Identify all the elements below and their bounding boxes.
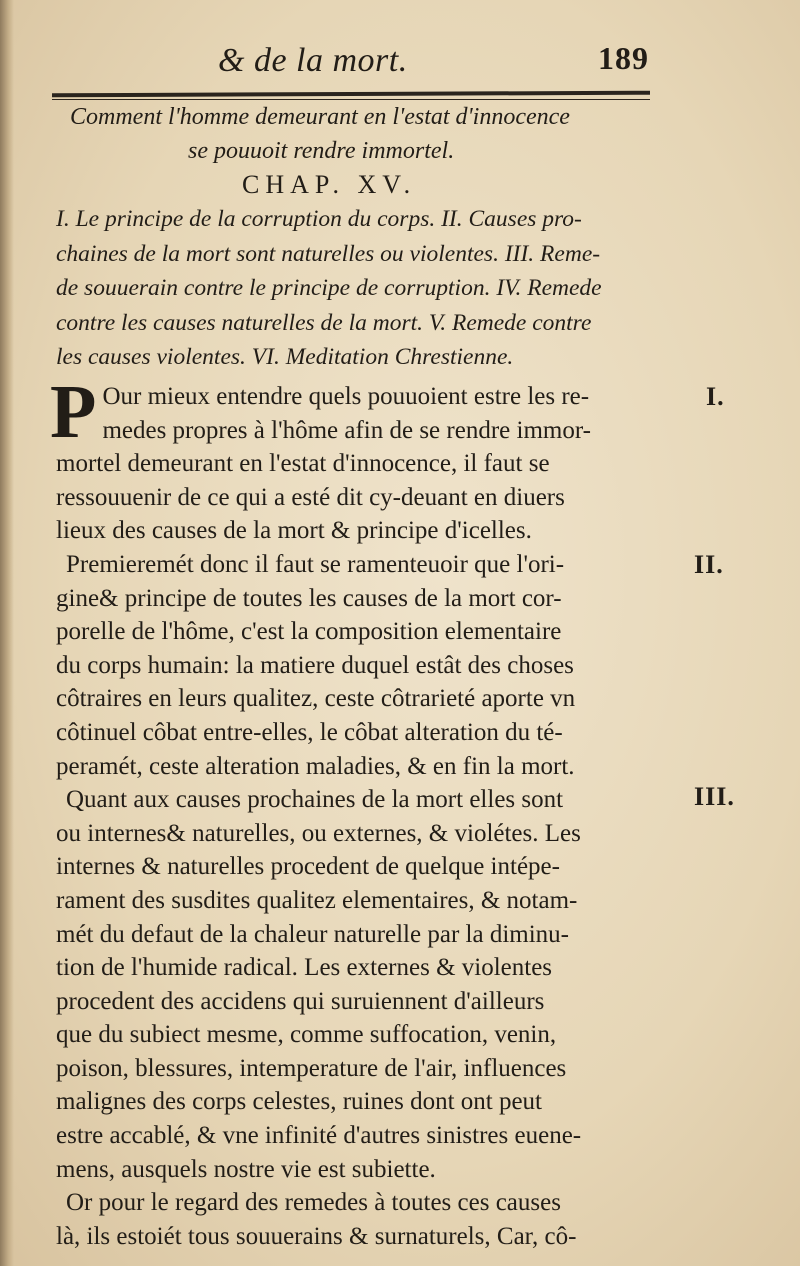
text-line: Premieremét donc il faut se ramenteuoir que l'ori- — [66, 550, 565, 578]
chapter-heading-line-2: se pouuoit rendre immortel. — [188, 138, 455, 164]
text-line: estre accablé, & vne infinité d'autres sinistres euene- — [56, 1122, 582, 1150]
text-line: tion de l'humide radical. Les externes & violentes — [56, 954, 553, 982]
margin-note-1: I. — [706, 382, 725, 411]
summary-line: de souuerain contre le principe de corruption. IV. Remede — [56, 275, 602, 301]
summary-line: chaines de la mort sont naturelles ou violentes. III. Reme- — [56, 240, 601, 267]
text-line: ou internes& naturelles, ou externes, & violétes. Les — [56, 819, 581, 847]
text-line: procedent des accidens qui suruiennent d'ailleurs — [56, 987, 545, 1015]
text-line: ressouuenir de ce qui a esté dit cy-deuant en diuers — [56, 483, 565, 511]
running-head — [0, 40, 800, 90]
page-number: 189 — [598, 40, 649, 76]
chapter-summary — [56, 202, 666, 375]
text-line: medes propres à l'hôme afin de se rendre immor- — [102, 416, 591, 444]
text-line: gine& principe de toutes les causes de la mort cor- — [56, 584, 562, 612]
text-line: Quant aux causes prochaines de la mort elles sont — [66, 786, 564, 814]
chapter-number: CHAP. XV. — [242, 170, 417, 199]
text-line: là, ils estoiét tous souuerains & surnaturels, Car, cô- — [56, 1222, 577, 1250]
body-text — [50, 370, 676, 1253]
text-line: mortel demeurant en l'estat d'innocence, il faut se — [56, 450, 550, 478]
header-rule-thin — [52, 99, 650, 100]
text-line: poison, blessures, intemperature de l'air, influences — [56, 1054, 567, 1082]
margin-note-2: II. — [694, 550, 724, 579]
text-line: côtraires en leurs qualitez, ceste côtrarieté aporte vn — [56, 685, 576, 713]
text-line: Our mieux entendre quels pouuoient estre les re- — [102, 383, 590, 410]
text-line: rament des susdites qualitez elementaires, & notam- — [56, 886, 578, 914]
text-line: porelle de l'hôme, c'est la composition elementaire — [56, 618, 562, 646]
text-line: mens, ausquels nostre vie est subiette. — [56, 1155, 436, 1183]
text-line: du corps humain: la matiere duquel estât des choses — [56, 651, 574, 679]
text-line: Or pour le regard des remedes à toutes ces causes — [66, 1189, 561, 1217]
text-line: que du subiect mesme, comme suffocation, venin, — [56, 1021, 557, 1049]
text-line: peramét, ceste alteration maladies, & en fin la mort. — [56, 752, 575, 780]
chapter-heading-line-1: Comment l'homme demeurant en l'estat d'innocence — [70, 104, 570, 130]
text-line: côtinuel côbat entre-elles, le côbat alteration du té- — [56, 718, 563, 746]
text-line: internes & naturelles procedent de quelque intépe- — [56, 853, 560, 881]
header-rule — [52, 91, 650, 98]
page-gutter — [0, 0, 14, 1266]
running-head-title: & de la mort. — [218, 42, 408, 79]
text-line: malignes des corps celestes, ruines dont ont peut — [56, 1088, 542, 1116]
text-line: mét du defaut de la chaleur naturelle par la diminu- — [56, 920, 569, 948]
drop-cap: P — [50, 370, 97, 454]
margin-note-3: III. — [694, 782, 735, 811]
summary-line: I. Le principe de la corruption du corps. II. Causes pro- — [56, 206, 582, 232]
summary-line: les causes violentes. VI. Meditation Chrestienne. — [56, 344, 514, 370]
text-line: lieux des causes de la mort & principe d'icelles. — [56, 517, 532, 545]
summary-line: contre les causes naturelles de la mort. V. Remede contre — [56, 309, 592, 336]
